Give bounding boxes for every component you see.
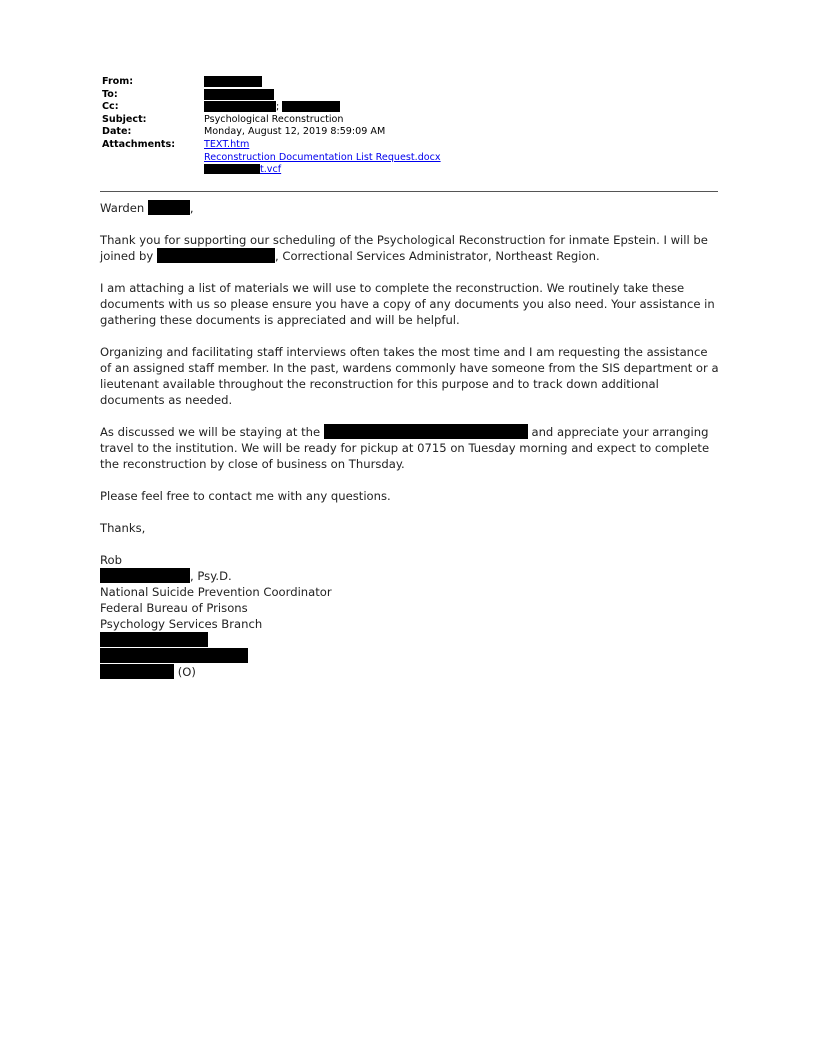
date-label: Date: bbox=[102, 126, 132, 138]
paragraph-5: Please feel free to contact me with any questions. bbox=[100, 489, 391, 503]
paragraph-2: I am attaching a list of materials we will use to complete the reconstruction. We routinely take these documents with us so please ensure you have a copy of any documents you also need. Your assistance in gathering these documents is appreciated and will be helpful. bbox=[100, 281, 715, 327]
redaction bbox=[100, 568, 190, 583]
signature-block bbox=[100, 568, 332, 680]
redaction bbox=[204, 76, 262, 87]
to-row bbox=[102, 89, 722, 102]
date-value: Monday, August 12, 2019 8:59:09 AM bbox=[204, 126, 386, 138]
redaction bbox=[324, 424, 528, 439]
redaction bbox=[100, 632, 208, 647]
sig-org: Federal Bureau of Prisons bbox=[100, 601, 248, 615]
redaction bbox=[204, 164, 260, 174]
redaction bbox=[204, 89, 274, 100]
paragraph-text: Thank you for supporting our scheduling of the Psychological Reconstruction for inmate Epstein. I will be joined by bbox=[100, 233, 708, 263]
attachment-link[interactable]: Reconstruction Documentation List Request.docx bbox=[204, 151, 441, 163]
paragraph-3: Organizing and facilitating staff interviews often takes the most time and I am requesting the assistance of an assigned staff member. In the past, wardens commonly have someone from the SIS department or a lieutenant available throughout the reconstruction for this purpose and to track down additional documents as needed. bbox=[100, 345, 719, 407]
redaction bbox=[148, 200, 190, 215]
greeting-comma: , bbox=[189, 201, 194, 215]
attachment-link[interactable]: TEXT.htm bbox=[204, 138, 250, 150]
header-divider bbox=[100, 191, 718, 192]
paragraph-text: and appreciate your arranging travel to the institution. We will be ready for pickup at 0715 on Tuesday morning and expect to complete the reconstruction by close of business on Thursday. bbox=[100, 425, 710, 471]
subject-row bbox=[102, 114, 722, 127]
email-body bbox=[100, 200, 720, 568]
paragraph-1 bbox=[100, 232, 720, 264]
greeting-text: Warden bbox=[100, 201, 145, 215]
to-label: To: bbox=[102, 88, 118, 100]
redaction bbox=[282, 101, 340, 112]
paragraph-text: As discussed we will be staying at the bbox=[100, 425, 321, 439]
subject-value: Psychological Reconstruction bbox=[204, 113, 344, 125]
sig-title: National Suicide Prevention Coordinator bbox=[100, 585, 332, 599]
email-header bbox=[102, 76, 722, 177]
redaction bbox=[204, 101, 276, 112]
greeting bbox=[100, 200, 720, 216]
attachments-label: Attachments: bbox=[102, 138, 176, 150]
date-row bbox=[102, 126, 722, 139]
redaction bbox=[157, 248, 275, 263]
from-row bbox=[102, 76, 722, 89]
cc-row bbox=[102, 101, 722, 114]
sender-name: Rob bbox=[100, 553, 122, 567]
subject-label: Subject: bbox=[102, 113, 147, 125]
closing: Thanks, bbox=[100, 521, 146, 535]
cc-separator: ; bbox=[276, 101, 280, 113]
credential: , Psy.D. bbox=[190, 569, 232, 583]
sig-branch: Psychology Services Branch bbox=[100, 617, 263, 631]
paragraph-4 bbox=[100, 424, 720, 472]
redaction bbox=[100, 664, 174, 679]
redaction bbox=[100, 648, 248, 663]
cc-label: Cc: bbox=[102, 101, 119, 113]
phone-suffix: (O) bbox=[177, 665, 196, 679]
attachments-row bbox=[102, 139, 722, 152]
attachment-link[interactable]: t.vcf bbox=[260, 164, 282, 176]
paragraph-text: , Correctional Services Administrator, Northeast Region. bbox=[274, 249, 600, 263]
from-label: From: bbox=[102, 76, 134, 87]
